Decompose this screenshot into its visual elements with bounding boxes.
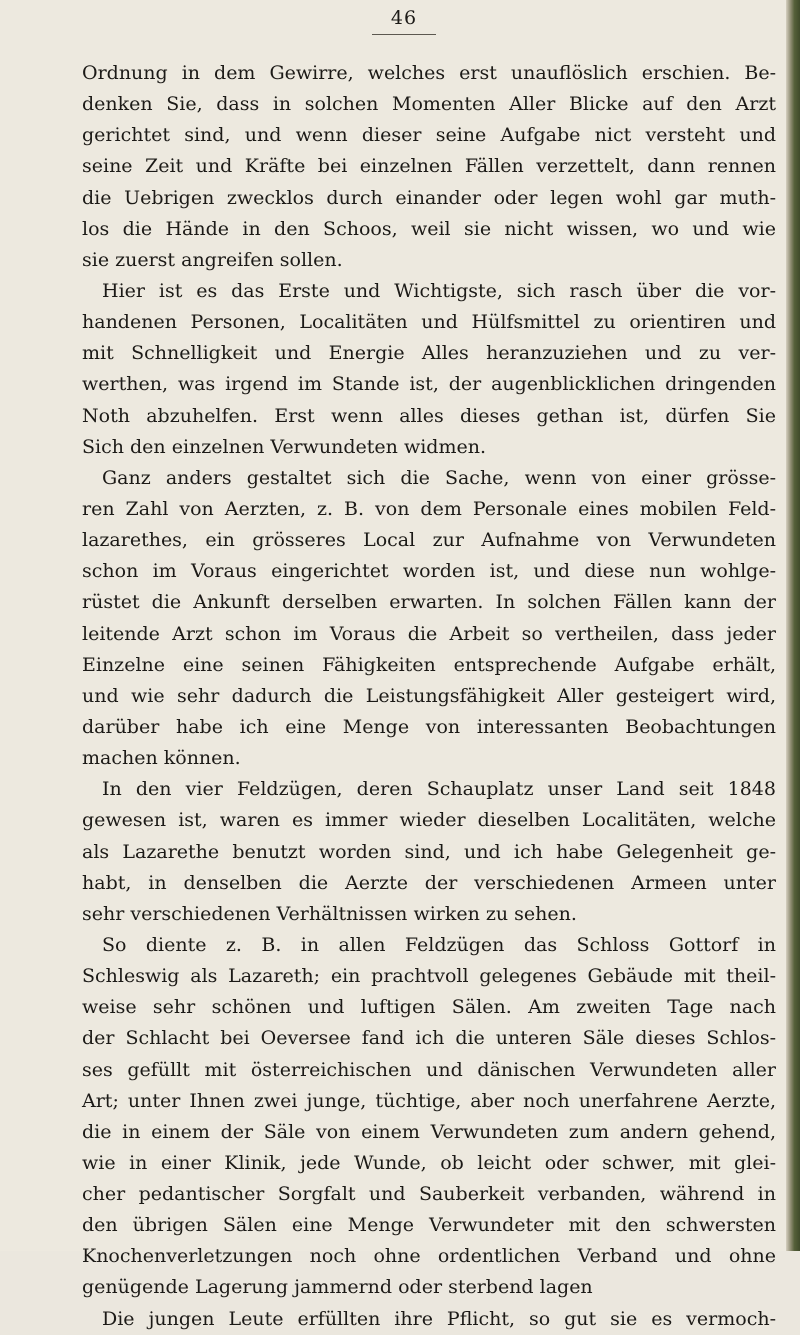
text-line: ren Zahl von Aerzten, z. B. von dem Personale eines mobilen Feld- xyxy=(82,497,776,520)
text-line: und wie sehr dadurch die Leistungsfähigkeit Aller gesteigert wird, xyxy=(82,684,776,707)
text-line: die Uebrigen zwecklos durch einander oder legen wohl gar muth- xyxy=(82,186,776,209)
text-line: der Schlacht bei Oeversee fand ich die unteren Säle dieses Schlos- xyxy=(82,1027,776,1050)
text-line: sehr verschiedenen Verhältnissen wirken zu sehen. xyxy=(82,902,577,925)
text-line: rüstet die Ankunft derselben erwarten. In solchen Fällen kann der xyxy=(82,591,776,614)
text-line: den übrigen Sälen eine Menge Verwundeter mit den schwersten xyxy=(82,1214,776,1237)
text-line: habt, in denselben die Aerzte der verschiedenen Armeen unter xyxy=(82,871,776,894)
page-edge-shadow xyxy=(786,0,800,1251)
text-line: los die Hände in den Schoos, weil sie nicht wissen, wo und wie xyxy=(82,217,776,240)
text-line: als Lazarethe benutzt worden sind, und ich habe Gelegenheit ge- xyxy=(82,840,776,863)
text-line: Ordnung in dem Gewirre, welches erst unauflöslich erschien. Be- xyxy=(82,62,776,84)
page-number-rule xyxy=(372,34,436,35)
text-line: gewesen ist, waren es immer wieder dieselben Localitäten, welche xyxy=(82,809,776,832)
text-line: So diente z. B. in allen Feldzügen das Schloss Gottorf in xyxy=(102,933,776,956)
page-number: 46 xyxy=(390,7,418,29)
text-line: Schleswig als Lazareth; ein prachtvoll gelegenes Gebäude mit theil- xyxy=(82,965,776,988)
text-line: machen können. xyxy=(82,747,241,770)
text-line: wie in einer Klinik, jede Wunde, ob leicht oder schwer, mit glei- xyxy=(82,1151,776,1174)
text-line: Knochenverletzungen noch ohne ordentlichen Verband und ohne xyxy=(82,1245,776,1268)
text-line: lazarethes, ein grösseres Local zur Aufnahme von Verwundeten xyxy=(82,529,776,552)
text-line: mit Schnelligkeit und Energie Alles heranzuziehen und zu ver- xyxy=(82,342,776,365)
text-line: die in einem der Säle von einem Verwundeten zum andern gehend, xyxy=(82,1120,776,1143)
text-line: Ganz anders gestaltet sich die Sache, wenn von einer grösse- xyxy=(102,466,776,489)
text-line: seine Zeit und Kräfte bei einzelnen Fällen verzettelt, dann rennen xyxy=(82,155,776,178)
text-line: In den vier Feldzügen, deren Schauplatz unser Land seit 1848 xyxy=(102,778,776,801)
text-line: cher pedantischer Sorgfalt und Sauberkeit verbanden, während in xyxy=(82,1183,776,1206)
text-line: schon im Voraus eingerichtet worden ist, und diese nun wohlge- xyxy=(82,560,776,583)
text-line: Art; unter Ihnen zwei junge, tüchtige, aber noch unerfahrene Aerzte, xyxy=(82,1089,776,1112)
text-line: gerichtet sind, und wenn dieser seine Aufgabe nict versteht und xyxy=(82,124,776,147)
text-line: Sich den einzelnen Verwundeten widmen. xyxy=(82,435,486,458)
text-line: Die jungen Leute erfüllten ihre Pflicht, so gut sie es vermoch- xyxy=(102,1307,776,1330)
body-text xyxy=(82,58,776,1335)
text-line: handenen Personen, Localitäten und Hülfsmittel zu orientiren und xyxy=(82,311,776,334)
text-line: Einzelne eine seinen Fähigkeiten entsprechende Aufgabe erhält, xyxy=(82,653,776,676)
text-line: weise sehr schönen und luftigen Sälen. Am zweiten Tage nach xyxy=(82,996,776,1019)
text-line: darüber habe ich eine Menge von interessanten Beobachtungen xyxy=(82,715,776,738)
text-line: Hier ist es das Erste und Wichtigste, sich rasch über die vor- xyxy=(102,279,776,302)
text-line: denken Sie, dass in solchen Momenten Aller Blicke auf den Arzt xyxy=(82,93,776,116)
text-line: leitende Arzt schon im Voraus die Arbeit so vertheilen, dass jeder xyxy=(82,622,776,645)
text-line: Noth abzuhelfen. Erst wenn alles dieses gethan ist, dürfen Sie xyxy=(82,404,776,427)
text-line: genügende Lagerung jammernd oder sterbend lagen xyxy=(82,1276,593,1299)
text-line: sie zuerst angreifen sollen. xyxy=(82,248,343,271)
text-line: ses gefüllt mit österreichischen und dänischen Verwundeten aller xyxy=(82,1058,776,1081)
text-line: werthen, was irgend im Stande ist, der augenblicklichen dringenden xyxy=(82,373,776,396)
